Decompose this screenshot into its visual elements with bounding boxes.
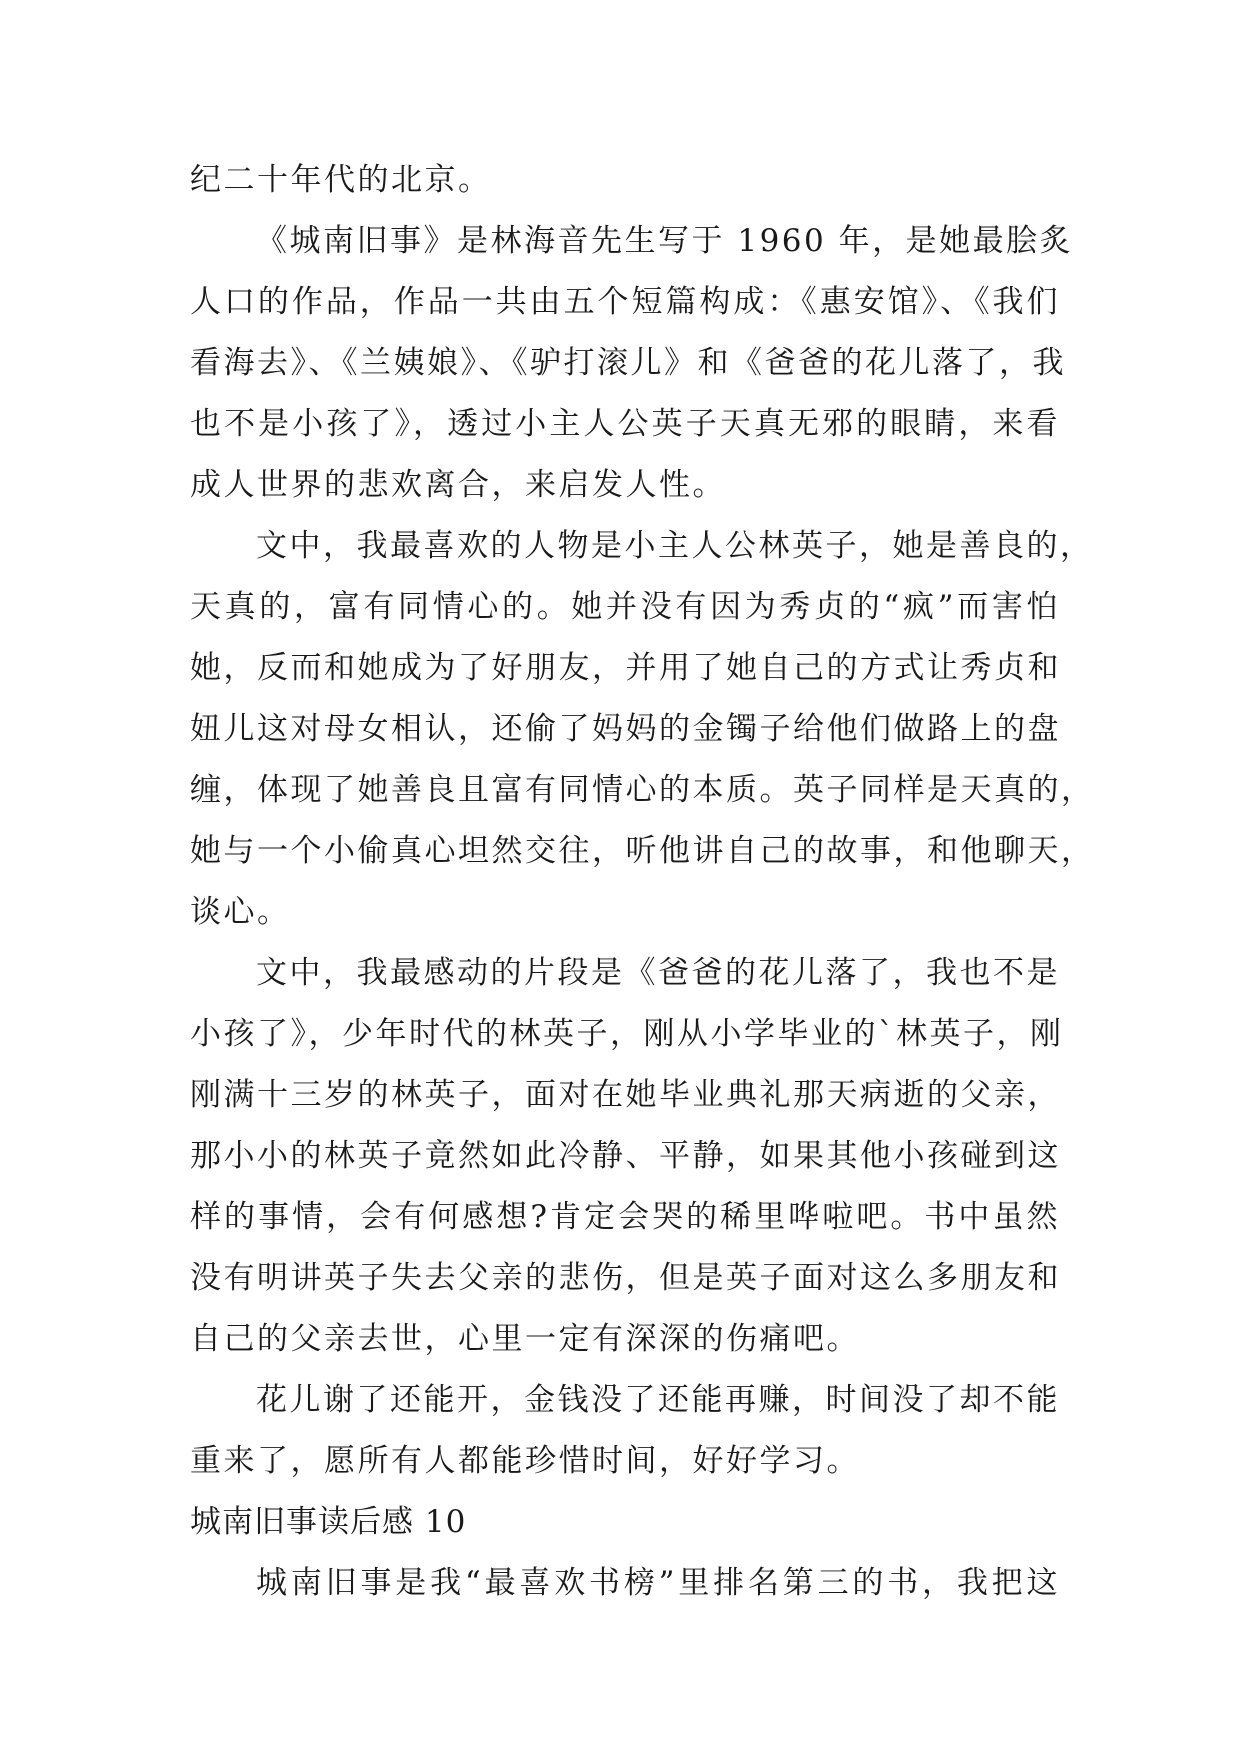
text-line: 样的事情，会有何感想?肯定会哭的稀里哗啦吧。书中虽然 bbox=[190, 1199, 1060, 1235]
text-line: 看海去》、《兰姨娘》、《驴打滚儿》和《爸爸的花儿落了，我 bbox=[190, 345, 1066, 381]
text-line: 纪二十年代的北京。 bbox=[190, 162, 492, 198]
text-line: 她，反而和她成为了好朋友，并用了她自己的方式让秀贞和 bbox=[190, 650, 1061, 686]
text-line: 刚满十三岁的林英子，面对在她毕业典礼那天病逝的父亲， bbox=[190, 1077, 1061, 1113]
text-line: 缠，体现了她善良且富有同情心的本质。英子同样是天真的， bbox=[190, 772, 1095, 808]
text-line: 谈心。 bbox=[190, 894, 291, 930]
document-body bbox=[190, 150, 1095, 1614]
text-line: 妞儿这对母女相认，还偷了妈妈的金镯子给他们做路上的盘 bbox=[190, 711, 1061, 747]
text-line: 人口的作品，作品一共由五个短篇构成：《惠安馆》、《我们 bbox=[190, 284, 1060, 320]
text-line: 小孩了》，少年时代的林英子，刚从小学毕业的`林英子，刚 bbox=[190, 1016, 1064, 1052]
text-line: 成人世界的悲欢离合，来启发人性。 bbox=[190, 467, 726, 503]
text-line: 天真的，富有同情心的。她并没有因为秀贞的“疯”而害怕 bbox=[190, 589, 1060, 625]
text-line: 花儿谢了还能开，金钱没了还能再赚，时间没了却不能 bbox=[256, 1382, 1060, 1418]
text-line: 也不是小孩了》，透过小主人公英子天真无邪的眼睛，来看 bbox=[190, 406, 1060, 442]
text-line: 《城南旧事》是林海音先生写于 1960 年，是她最脍炙 bbox=[256, 223, 1074, 259]
text-line: 没有明讲英子失去父亲的悲伤，但是英子面对这么多朋友和 bbox=[190, 1260, 1061, 1296]
text-line: 文中，我最感动的片段是《爸爸的花儿落了，我也不是 bbox=[256, 955, 1060, 991]
text-line: 那小小的林英子竟然如此冷静、平静，如果其他小孩碰到这 bbox=[190, 1138, 1061, 1174]
text-line: 她与一个小偷真心坦然交往，听他讲自己的故事，和他聊天， bbox=[190, 833, 1095, 869]
text-line: 自己的父亲去世，心里一定有深深的伤痛吧。 bbox=[190, 1321, 860, 1357]
text-line: 城南旧事是我“最喜欢书榜”里排名第三的书，我把这 bbox=[256, 1565, 1060, 1601]
section-heading: 城南旧事读后感 10 bbox=[190, 1504, 467, 1540]
text-line: 重来了，愿所有人都能珍惜时间，好好学习。 bbox=[190, 1443, 860, 1479]
text-line: 文中，我最喜欢的人物是小主人公林英子，她是善良的， bbox=[256, 528, 1094, 564]
